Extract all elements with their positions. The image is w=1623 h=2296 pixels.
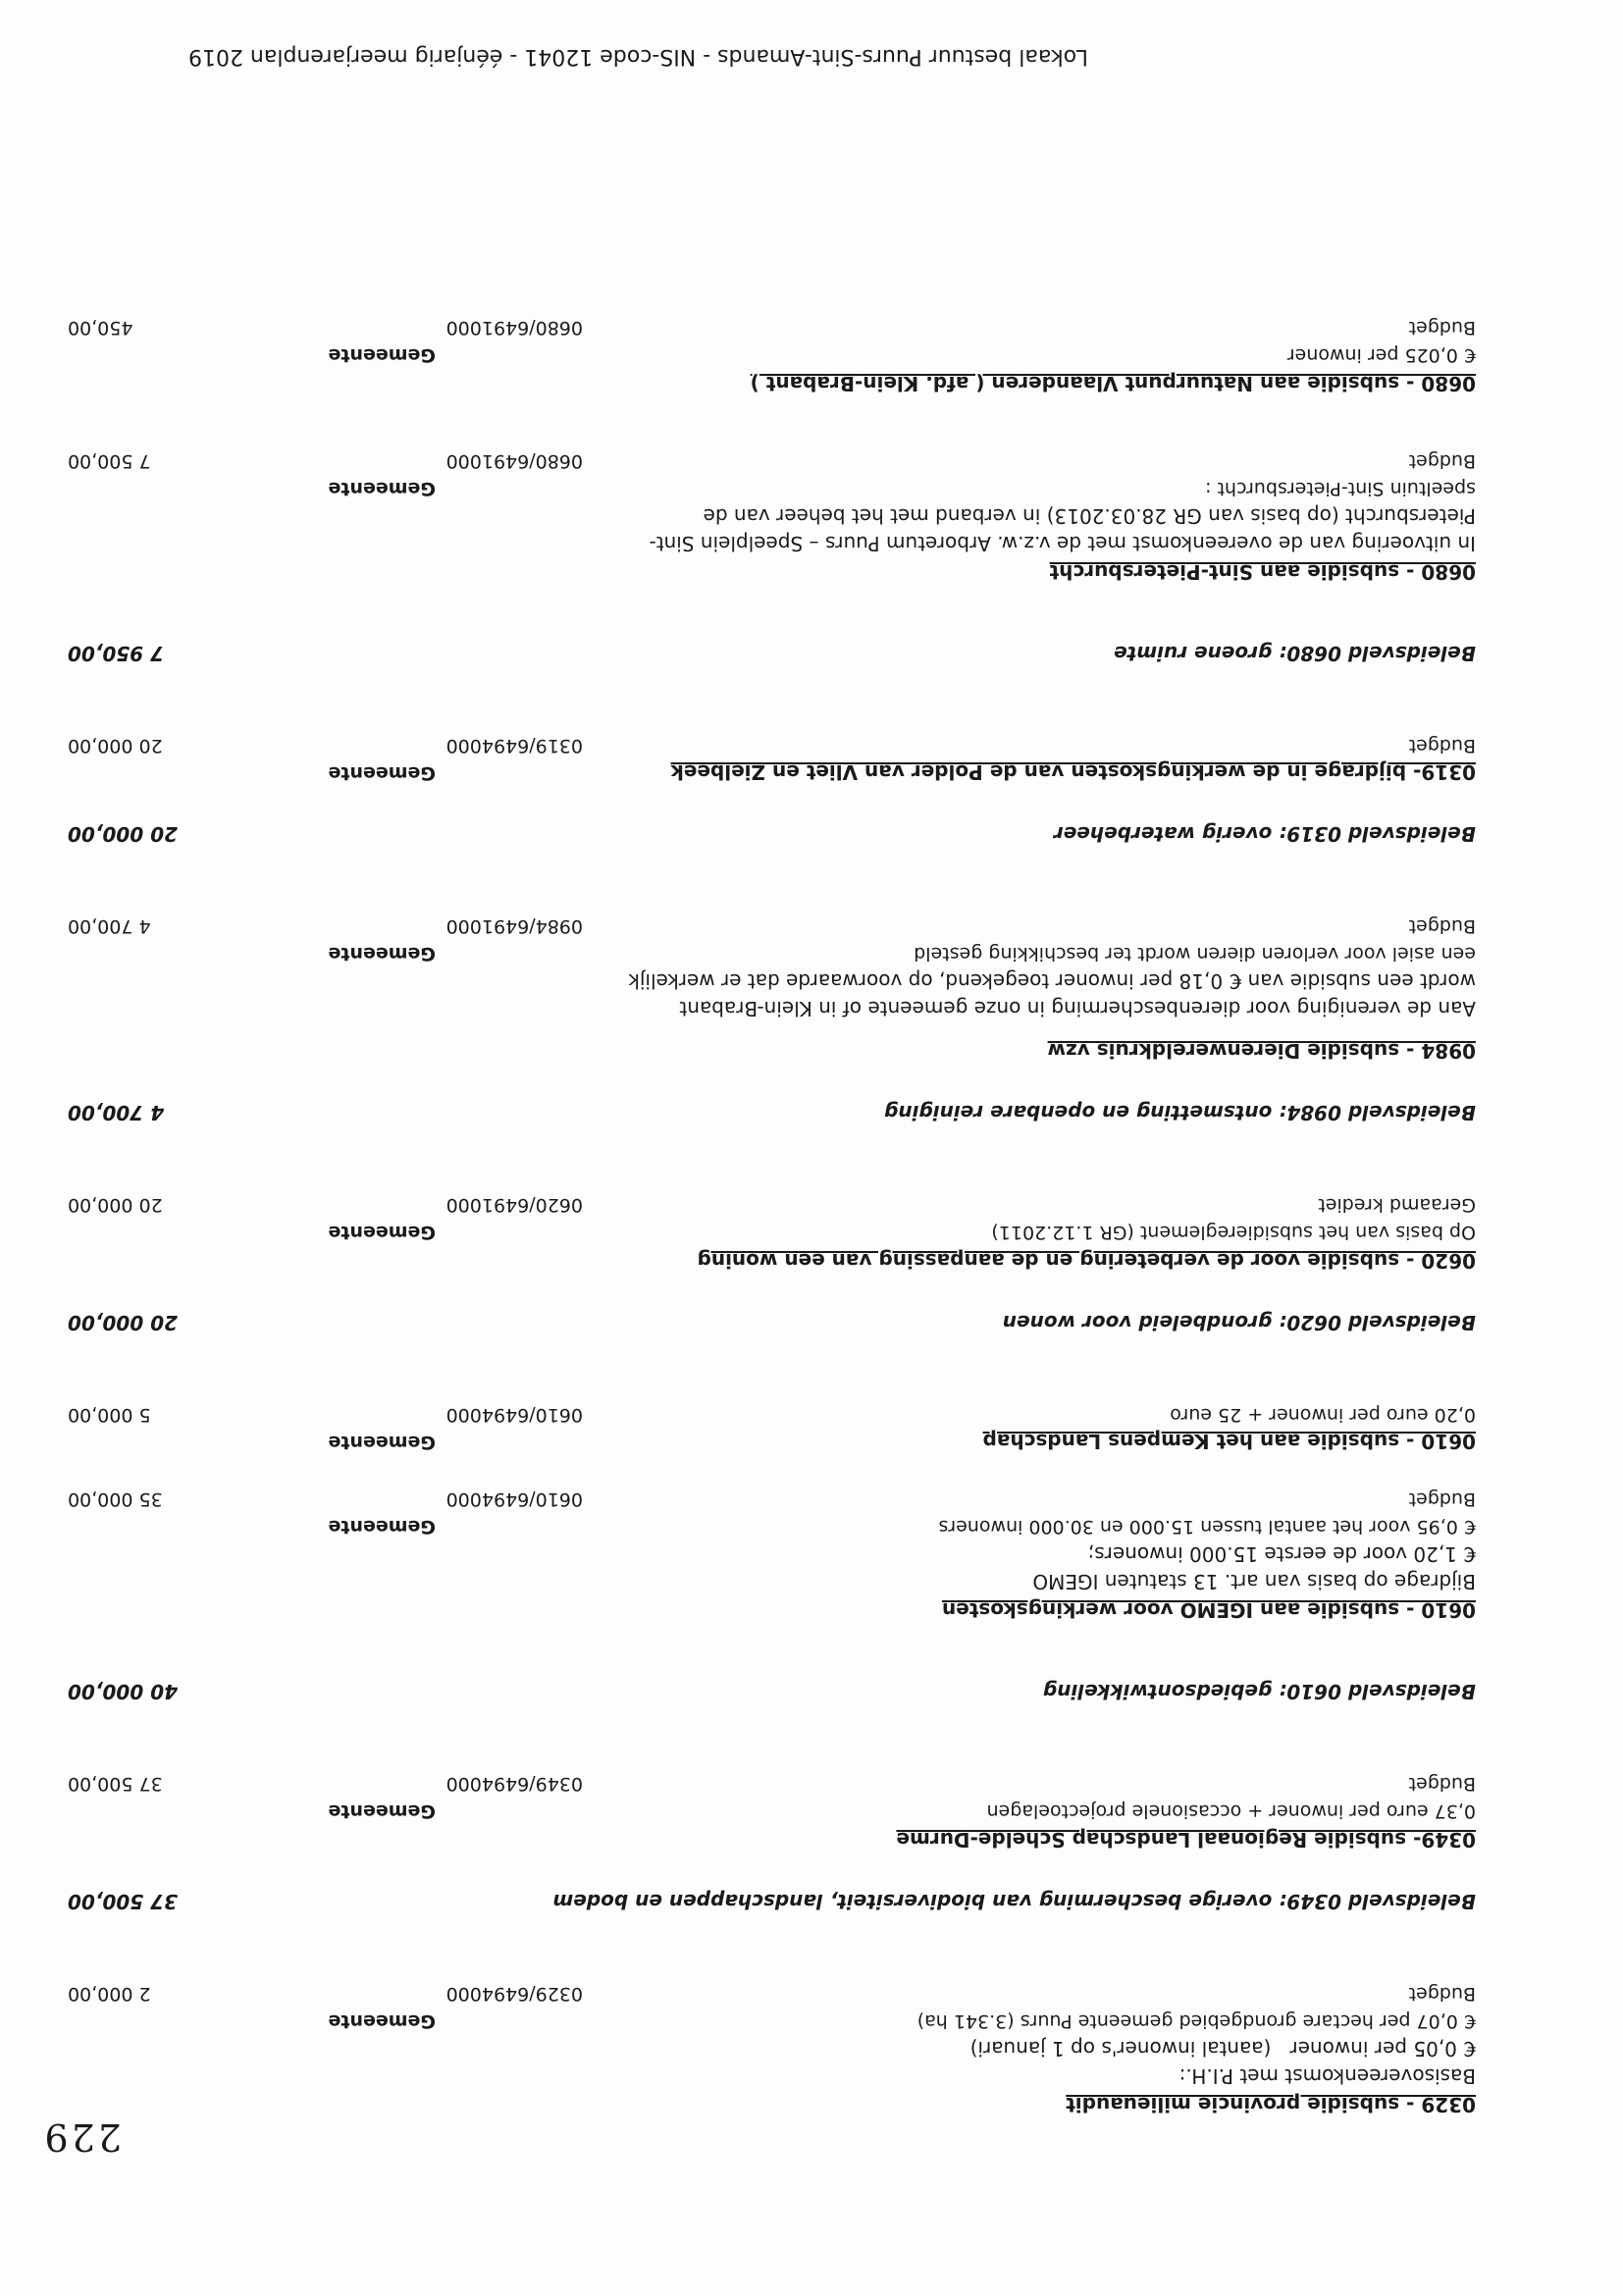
text-line: speeltuin Sint-Pietersburcht : xyxy=(1205,478,1476,499)
gemeente-label: Gemeente xyxy=(328,2010,436,2032)
budget-amount: 2 000,00 xyxy=(68,1983,151,2005)
gemeente-label: Gemeente xyxy=(328,1432,436,1453)
text-line: € 0,95 voor het aantal tussen 15.000 en 30.000 inwoners xyxy=(938,1516,1476,1538)
beleidsveld-0984 xyxy=(68,1095,1476,1130)
text-line: Aan de vereniging voor dierenbescherming in onze gemeente of in Klein-Brabant xyxy=(679,997,1476,1020)
budget-label: Budget xyxy=(1408,1773,1476,1795)
subsidy-0680-sint-pietersburcht xyxy=(68,447,1476,587)
beleidsveld-title: Beleidsveld 0984: ontsmetting en openbare reiniging xyxy=(884,1101,1476,1124)
beleidsveld-0319 xyxy=(68,816,1476,852)
beleidsveld-amount: 20 000,00 xyxy=(68,822,178,846)
subsidy-0610-kempens xyxy=(68,1401,1476,1456)
beleidsveld-amount: 37 500,00 xyxy=(68,1890,178,1913)
budget-code: 0319/6494000 xyxy=(445,735,583,757)
text-line: € 0,07 per hectare grondgebied gemeente Puurs (3.341 ha) xyxy=(916,2010,1476,2032)
budget-amount: 35 000,00 xyxy=(68,1488,163,1510)
subsidy-0610-igemo xyxy=(68,1486,1476,1625)
text-line: In uitvoering van de overeenkomst met de v.z.w. Arboretum Puurs – Speelplein Sint- xyxy=(649,532,1476,555)
gemeente-label: Gemeente xyxy=(328,943,436,965)
text-line: € 0,025 per inwoner xyxy=(1286,344,1476,366)
gemeente-label: Gemeente xyxy=(328,1800,436,1822)
beleidsveld-0620 xyxy=(68,1305,1476,1340)
text-line: wordt een subsidie van € 0,18 per inwoner toegekend, op voorwaarde dat er werkelijk xyxy=(628,969,1476,993)
beleidsveld-title: Beleidsveld 0610: gebiedsontwikkeling xyxy=(1042,1680,1476,1703)
subsidy-0620 xyxy=(68,1191,1476,1276)
beleidsveld-amount: 7 950,00 xyxy=(68,642,165,665)
gemeente-label: Gemeente xyxy=(328,344,436,366)
subsidy-heading: 0680 - subsidie aan Natuurpunt Vlaanderen ( afd. Klein-Brabant ) xyxy=(750,372,1476,395)
budget-code: 0329/6494000 xyxy=(445,1983,583,2005)
budget-amount: 20 000,00 xyxy=(68,735,163,757)
budget-label: Geraamd krediet xyxy=(1318,1194,1476,1216)
document-body xyxy=(68,314,1476,2119)
text-line: € 0,05 per inwoner (aantal inwoner's op 1 januari) xyxy=(969,2037,1476,2061)
budget-amount: 7 500,00 xyxy=(68,450,151,472)
text-line: een asiel voor verloren dieren wordt ter beschikking gesteld xyxy=(914,943,1476,965)
subsidy-heading: 0620 - subsidie voor de verbetering en de aanpassing van een woning xyxy=(697,1249,1476,1273)
beleidsveld-title: Beleidsveld 0680: groene ruimte xyxy=(1114,642,1476,665)
beleidsveld-amount: 40 000,00 xyxy=(68,1680,178,1703)
budget-code: 0349/6494000 xyxy=(445,1773,583,1795)
page-footer: Lokaal bestuur Puurs-Sint-Amands - NIS-code 12041 - éénjarig meerjarenplan 2019 xyxy=(187,44,1088,69)
beleidsveld-0680 xyxy=(68,636,1476,671)
subsidy-heading: 0610 - subsidie aan IGEMO voor werkingskosten xyxy=(941,1598,1476,1622)
budget-amount: 4 700,00 xyxy=(68,915,151,937)
beleidsveld-amount: 20 000,00 xyxy=(68,1311,178,1334)
text-line: 0,20 euro per inwoner + 25 euro xyxy=(1170,1404,1476,1426)
budget-label: Budget xyxy=(1408,915,1476,937)
beleidsveld-title: Beleidsveld 0620: grondbeleid voor wonen xyxy=(1002,1311,1476,1334)
budget-code: 0620/6491000 xyxy=(445,1194,583,1216)
subsidy-heading: 0319- bijdrage in de werkingskosten van de Polder van Vliet en Zielbeek xyxy=(670,760,1476,784)
page-number: 229 xyxy=(41,2115,122,2159)
beleidsveld-title: Beleidsveld 0349: overige bescherming van biodiversiteit, landschappen en bodem xyxy=(552,1890,1476,1913)
beleidsveld-amount: 4 700,00 xyxy=(68,1101,165,1124)
budget-label: Budget xyxy=(1408,317,1476,339)
budget-label: Budget xyxy=(1408,735,1476,757)
subsidy-heading: 0984 - subsidie Dierenwereldkruis vzw xyxy=(1047,1039,1476,1063)
budget-code: 0610/6494000 xyxy=(445,1404,583,1426)
budget-code: 0984/6491000 xyxy=(445,915,583,937)
budget-label: Budget xyxy=(1408,450,1476,472)
subsidy-heading: 0329 - subsidie provincie milieuaudit xyxy=(1066,2093,1476,2116)
gemeente-label: Gemeente xyxy=(328,1516,436,1538)
text-line: 0,37 euro per inwoner + occasionele projectoelagen xyxy=(986,1800,1476,1822)
subsidy-0349 xyxy=(68,1770,1476,1854)
budget-code: 0610/6494000 xyxy=(445,1488,583,1510)
beleidsveld-0610 xyxy=(68,1674,1476,1709)
budget-code: 0680/6491000 xyxy=(445,317,583,339)
budget-amount: 450,00 xyxy=(68,317,133,339)
subsidy-0680-natuurpunt xyxy=(68,314,1476,398)
gemeente-label: Gemeente xyxy=(328,762,436,784)
budget-label: Budget xyxy=(1408,1983,1476,2005)
text-line: Bijdrage op basis van art. 13 statuten IGEMO xyxy=(1032,1570,1476,1593)
gemeente-label: Gemeente xyxy=(328,1222,436,1243)
beleidsveld-title: Beleidsveld 0319: overig waterbeheer xyxy=(1053,822,1476,846)
subsidy-heading: 0349- subsidie Regionaal Landschap Schelde-Durme xyxy=(896,1828,1476,1852)
subsidy-0984 xyxy=(68,913,1476,1066)
subsidy-0319 xyxy=(68,732,1476,787)
beleidsveld-0349 xyxy=(68,1884,1476,1919)
text-line: Basisovereenkomst met P.I.H.: xyxy=(1178,2064,1476,2088)
budget-amount: 20 000,00 xyxy=(68,1194,163,1216)
subsidy-heading: 0680 - subsidie aan Sint-Pietersburcht xyxy=(1049,560,1476,584)
budget-amount: 37 500,00 xyxy=(68,1773,163,1795)
text-line: Pietersburcht (op basis van GR 28.03.2013) in verband met het beheer van de xyxy=(703,504,1476,528)
budget-amount: 5 000,00 xyxy=(68,1404,151,1426)
subsidy-0329 xyxy=(68,1980,1476,2119)
gemeente-label: Gemeente xyxy=(328,478,436,499)
subsidy-heading: 0610 - subsidie aan het Kempens Landschap xyxy=(982,1430,1476,1453)
text-line: € 1,20 voor de eerste 15.000 inwoners; xyxy=(1087,1542,1476,1566)
budget-code: 0680/6491000 xyxy=(445,450,583,472)
budget-label: Budget xyxy=(1408,1488,1476,1510)
text-line: Op basis van het subsidiereglement (GR 1.12.2011) xyxy=(991,1222,1476,1243)
